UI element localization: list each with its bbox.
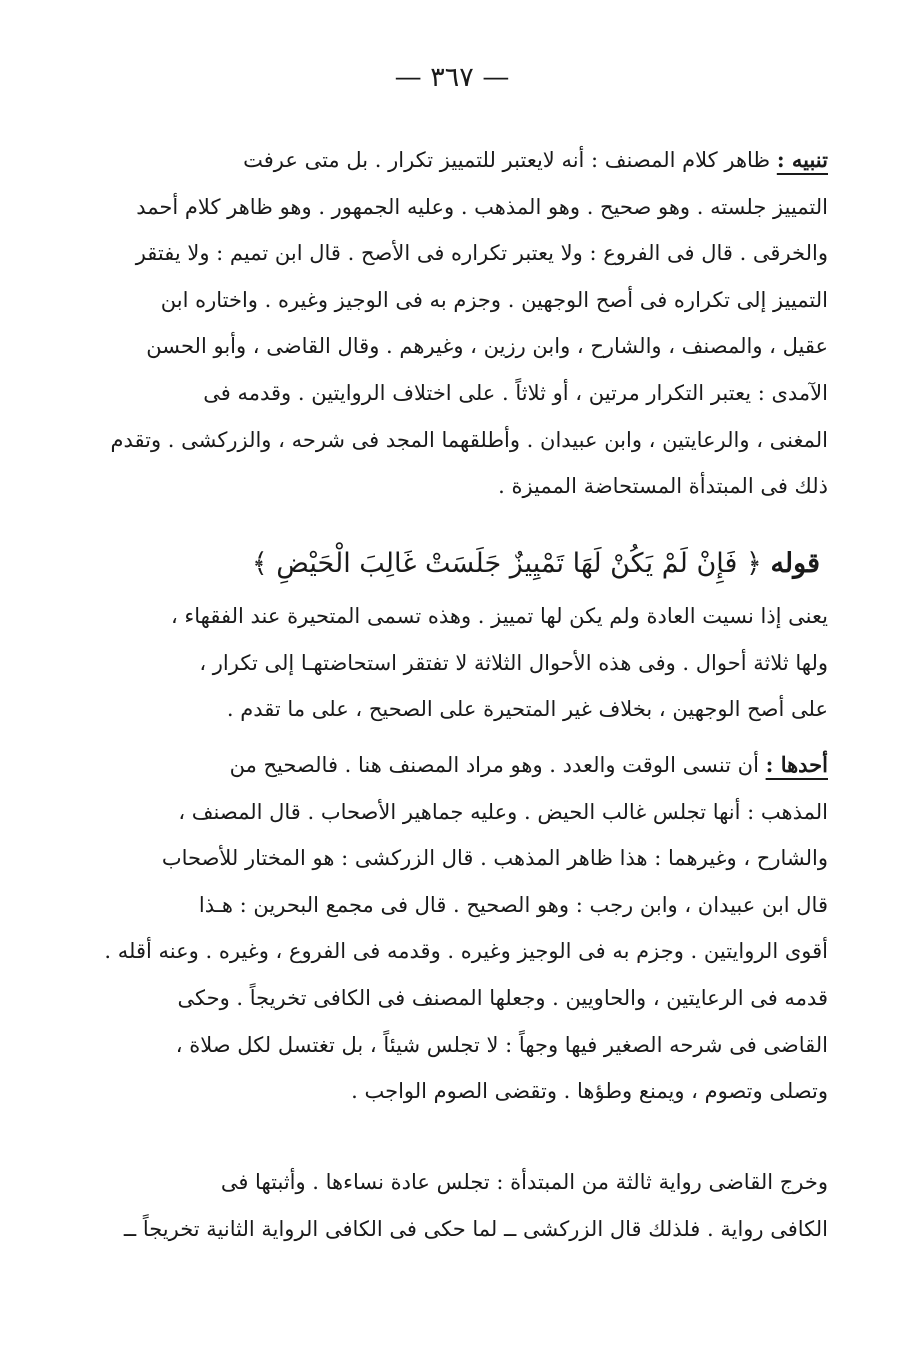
tanbih-line-text: ظاهر كلام المصنف : أنه لايعتبر للتمييز تكرار . بل متى عرفت [243, 148, 771, 172]
first-case-paragraph [104, 742, 828, 1115]
text-line: وتصلى وتصوم ، ويمنع وطؤها . وتقضى الصوم الواجب . [351, 1079, 828, 1104]
text-line: القاضى فى شرحه الصغير فيها وجهاً : لا تجلس شيئاً ، بل تغتسل لكل صلاة ، [175, 1032, 828, 1057]
heading-label: قوله [770, 548, 820, 579]
explanation-paragraph [170, 593, 828, 733]
third-narration-paragraph [123, 1159, 828, 1252]
text-line: الآمدى : يعتبر التكرار مرتين ، أو ثلاثاً . على اختلاف الروايتين . وقدمه فى [203, 380, 828, 405]
tanbih-paragraph [110, 137, 828, 510]
text-line: أقوى الروايتين . وجزم به فى الوجيز وغيره . وقدمه فى الفروع ، وغيره . وعنه أقله . [104, 939, 828, 964]
text-line: المغنى ، والرعايتين ، وابن عبيدان . وأطلقهما المجد فى شرحه ، والزركشى . وتقدم [110, 427, 828, 452]
text-line: على أصح الوجهين ، بخلاف غير المتحيرة على الصحيح ، على ما تقدم . [226, 697, 828, 722]
text-line: الكافى رواية . فلذلك قال الزركشى ــ لما حكى فى الكافى الرواية الثانية تخريجاً ــ [123, 1216, 828, 1241]
text-line: ذلك فى المبتدأة المستحاضة المميزة . [498, 474, 828, 499]
text-line: قدمه فى الرعايتين ، والحاويين . وجعلها المصنف فى الكافى تخريجاً . وحكى [177, 985, 828, 1010]
page-number: — ٣٦٧ — [394, 62, 510, 93]
text-line: التمييز جلسته . وهو صحيح . وهو المذهب . وعليه الجمهور . وهو ظاهر كلام أحمد [136, 194, 828, 219]
text-line [178, 137, 828, 184]
first-case-line-text: أن تنسى الوقت والعدد . وهو مراد المصنف هنا . فالصحيح من [229, 753, 759, 777]
text-line: والخرقى . قال فى الفروع : ولا يعتبر تكراره فى الأصح . قال ابن تميم : ولا يفتقر [135, 241, 828, 266]
first-case-label: أحدها : [765, 752, 828, 777]
text-line: يعنى إذا نسيت العادة ولم يكن لها تمييز . وهذه تسمى المتحيرة عند الفقهاء ، [170, 604, 828, 628]
text-line: والشارح ، وغيرهما : هذا ظاهر المذهب . قال الزركشى : هو المختار للأصحاب [161, 846, 828, 871]
quoted-text-heading [180, 538, 820, 590]
text-line: عقيل ، والمصنف ، والشارح ، وابن رزين ، وغيرهم . وقال القاضى ، وأبو الحسن [146, 334, 828, 359]
text-line: ولها ثلاثة أحوال . وفى هذه الأحوال الثلاثة لا تفتقر استحاضتهـا إلى تكرار ، [199, 650, 828, 675]
text-line: التمييز إلى تكراره فى أصح الوجهين . وجزم به فى الوجيز وغيره . واختاره ابن [160, 287, 828, 312]
text-line: قال ابن عبيدان ، وابن رجب : وهو الصحيح . قال فى مجمع البحرين : هـذا [198, 892, 828, 917]
text-line [178, 742, 828, 789]
text-line: المذهب : أنها تجلس غالب الحيض . وعليه جماهير الأصحاب . قال المصنف ، [178, 799, 828, 824]
heading-quote: ﴿ فَإِنْ لَمْ يَكُنْ لَهَا تَمْيِيزٌ جَلَسَتْ غَالِبَ الْحَيْضِ ﴾ [251, 548, 762, 579]
tanbih-label: تنبيه : [776, 147, 828, 172]
text-line: وخرج القاضى رواية ثالثة من المبتدأة : تجلس عادة نساءها . وأثبتها فى [220, 1170, 828, 1194]
